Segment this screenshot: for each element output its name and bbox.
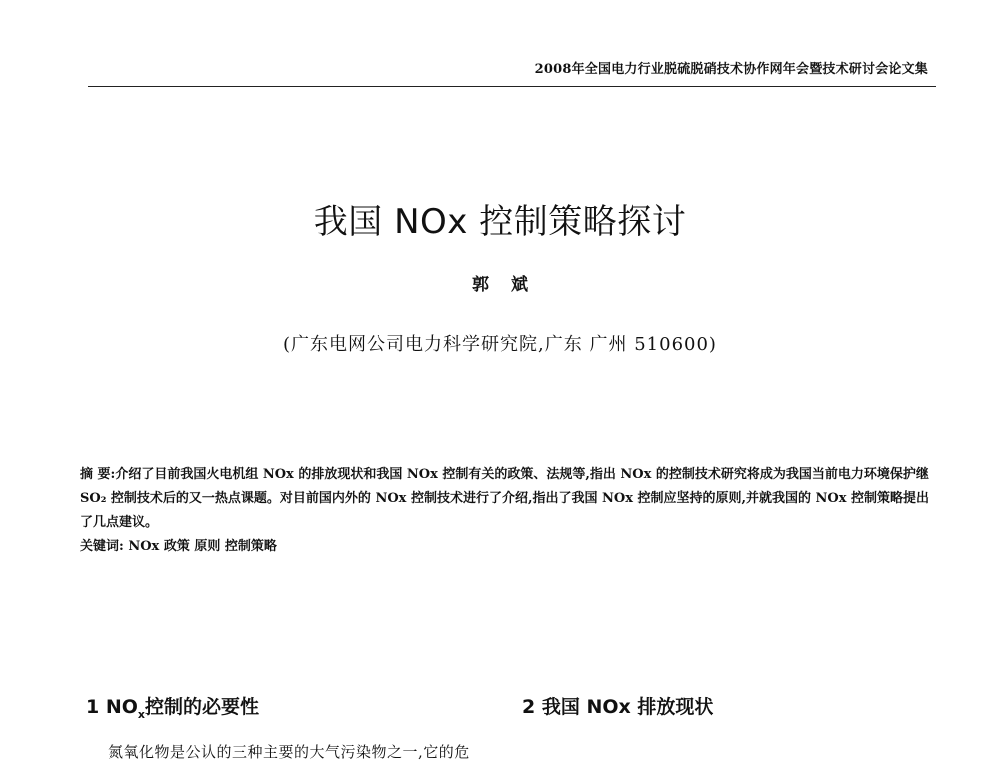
keywords-label: 关键词: [80,539,124,554]
header-rule [88,86,936,87]
section-1-title-subscript: x [137,707,146,721]
section-1-title-prefix: NO [105,696,138,718]
section-1-body-text: 氮氧化物是公认的三种主要的大气污染物之一,它的危 [108,743,470,761]
paper-title: 我国 NOx 控制策略探讨 [313,202,687,242]
section-2-title: 我国 NOx 排放现状 [541,696,714,718]
section-1-number: 1 [86,696,100,718]
abstract-block [80,463,936,559]
section-1-heading [86,692,259,721]
abstract-label: 摘 要: [80,467,116,482]
keywords-text: NOx 政策 原则 控制策略 [128,539,277,554]
abstract-text: 介绍了目前我国火电机组 NOx 的排放现状和我国 NOx 控制有关的政策、法规等,指出 NOx 的控制技术研究将成为我国当前电力环境保护继 SO₂ 控制技术后的又一热点课题。对目前国内外的 NOx 控制技术进行了介绍,指出了我国 NOx 控制应坚持的原则,并就我国的 NOx 控制策略提出了几点建议。 [80,467,930,530]
running-header: 2008年全国电力行业脱硫脱硝技术协作网年会暨技术研讨会论文集 [534,62,928,77]
abstract-paragraph [80,463,936,535]
section-2-number: 2 [522,696,536,718]
author-affiliation: (广东电网公司电力科学研究院,广东 广州 510600) [283,334,717,355]
keywords-line [80,535,936,559]
section-1-title-rest: 控制的必要性 [145,696,260,718]
section-2-heading [522,692,713,719]
author-name: 郭斌 [472,275,550,295]
